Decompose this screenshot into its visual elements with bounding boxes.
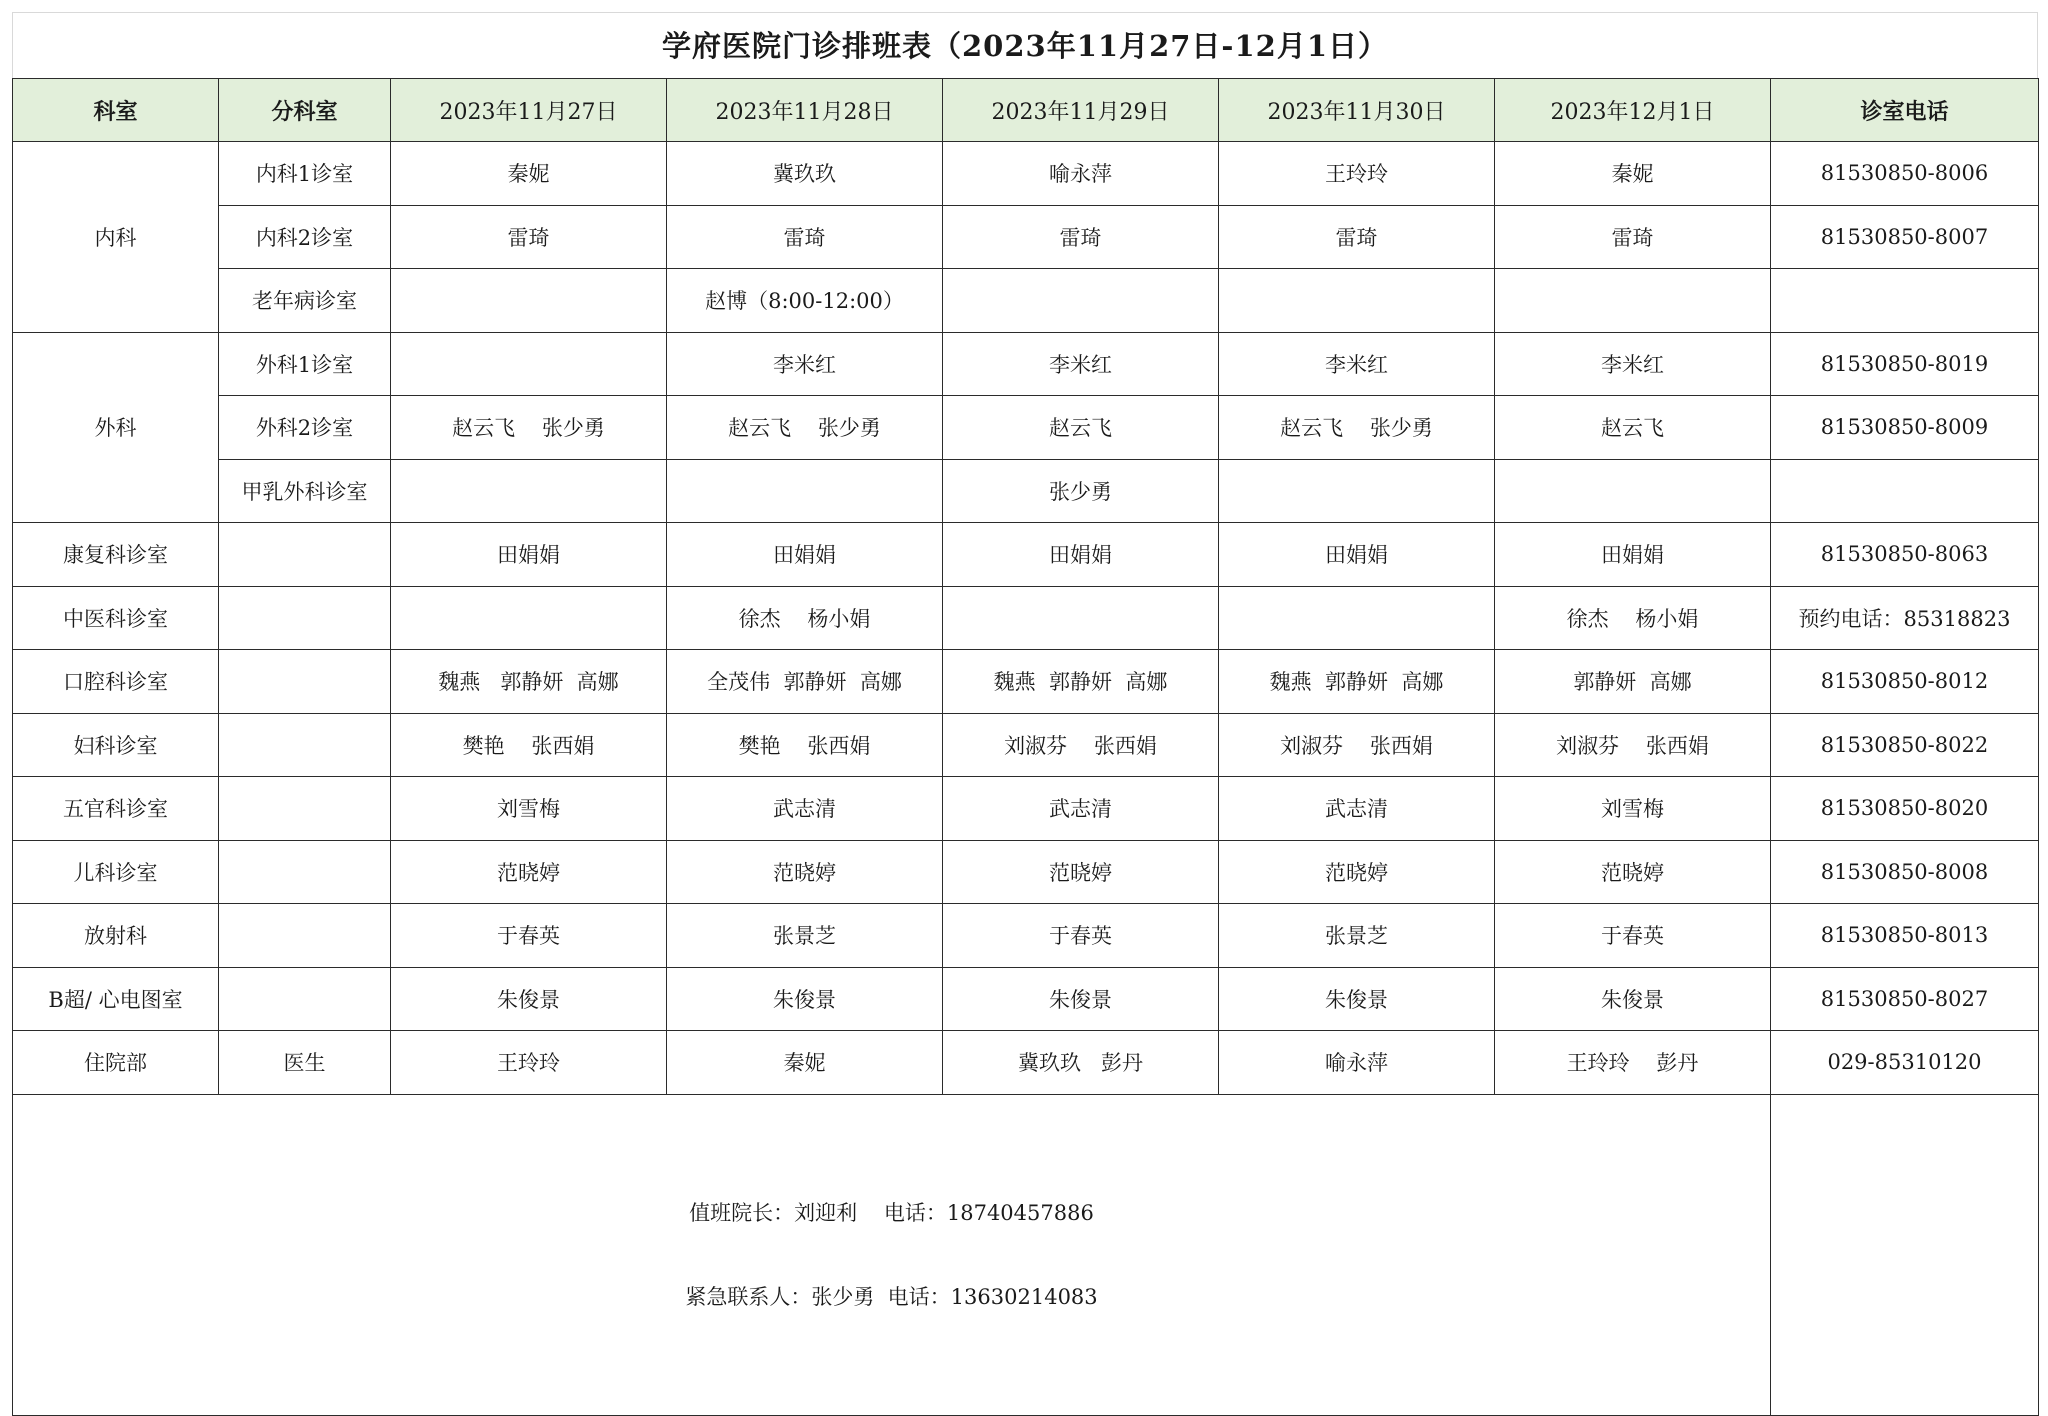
sub-dept-cell [219, 523, 391, 587]
schedule-cell: 刘淑芬 张西娟 [943, 713, 1219, 777]
phone-cell [1771, 269, 2039, 333]
sub-dept-cell: 甲乳外科诊室 [219, 459, 391, 523]
schedule-cell: 田娟娟 [391, 523, 667, 587]
schedule-cell [667, 459, 943, 523]
schedule-cell: 秦妮 [667, 1031, 943, 1095]
schedule-cell: 张少勇 [943, 459, 1219, 523]
table-row [13, 713, 2039, 777]
schedule-cell: 秦妮 [1495, 142, 1771, 206]
phone-cell: 81530850-8019 [1771, 332, 2039, 396]
schedule-cell: 刘淑芬 张西娟 [1219, 713, 1495, 777]
header-date-1: 2023年11月27日 [391, 79, 667, 142]
schedule-cell: 王玲玲 [1219, 142, 1495, 206]
schedule-cell: 喻永萍 [1219, 1031, 1495, 1095]
table-row [13, 904, 2039, 968]
schedule-cell: 李米红 [943, 332, 1219, 396]
schedule-cell: 魏燕 郭静妍 高娜 [391, 650, 667, 714]
duty-director-line: 值班院长：刘迎利 电话：18740457886 [689, 1200, 1094, 1225]
schedule-cell: 樊艳 张西娟 [391, 713, 667, 777]
sub-dept-cell [219, 840, 391, 904]
schedule-cell: 范晓婷 [667, 840, 943, 904]
schedule-cell: 全茂伟 郭静妍 高娜 [667, 650, 943, 714]
table-row [13, 459, 2039, 523]
schedule-cell: 李米红 [1495, 332, 1771, 396]
schedule-cell: 刘淑芬 张西娟 [1495, 713, 1771, 777]
schedule-cell: 冀玖玖 [667, 142, 943, 206]
schedule-cell: 魏燕 郭静妍 高娜 [943, 650, 1219, 714]
schedule-cell [1219, 269, 1495, 333]
table-row [13, 332, 2039, 396]
dept-cell: B超/ 心电图室 [13, 967, 219, 1031]
header-date-2: 2023年11月28日 [667, 79, 943, 142]
footer-empty-cell [1771, 1094, 2039, 1415]
schedule-cell: 朱俊景 [1495, 967, 1771, 1031]
schedule-cell: 赵云飞 张少勇 [667, 396, 943, 460]
header-row [13, 79, 2039, 142]
table-row [13, 967, 2039, 1031]
dept-cell: 口腔科诊室 [13, 650, 219, 714]
dept-cell-internal: 内科 [13, 142, 219, 333]
table-row [13, 1031, 2039, 1095]
phone-cell: 81530850-8009 [1771, 396, 2039, 460]
sub-dept-cell [219, 967, 391, 1031]
schedule-cell [943, 269, 1219, 333]
schedule-cell: 田娟娟 [1219, 523, 1495, 587]
header-date-3: 2023年11月29日 [943, 79, 1219, 142]
schedule-cell: 于春英 [391, 904, 667, 968]
dept-cell: 五官科诊室 [13, 777, 219, 841]
schedule-cell: 范晓婷 [943, 840, 1219, 904]
schedule-cell: 赵云飞 张少勇 [391, 396, 667, 460]
schedule-cell: 田娟娟 [667, 523, 943, 587]
schedule-cell: 秦妮 [391, 142, 667, 206]
table-row [13, 269, 2039, 333]
schedule-table [12, 78, 2039, 1416]
schedule-cell [1495, 459, 1771, 523]
schedule-sheet [12, 12, 2038, 1416]
sub-dept-cell: 内科2诊室 [219, 205, 391, 269]
schedule-cell [391, 586, 667, 650]
schedule-cell: 李米红 [1219, 332, 1495, 396]
schedule-cell: 雷琦 [943, 205, 1219, 269]
schedule-cell: 范晓婷 [1219, 840, 1495, 904]
sub-dept-cell: 老年病诊室 [219, 269, 391, 333]
schedule-cell: 雷琦 [667, 205, 943, 269]
dept-cell-surgery: 外科 [13, 332, 219, 523]
dept-cell: 康复科诊室 [13, 523, 219, 587]
table-row [13, 777, 2039, 841]
sub-dept-cell [219, 586, 391, 650]
sub-dept-cell: 内科1诊室 [219, 142, 391, 206]
header-phone: 诊室电话 [1771, 79, 2039, 142]
schedule-cell: 武志清 [1219, 777, 1495, 841]
phone-cell: 81530850-8008 [1771, 840, 2039, 904]
sub-dept-cell [219, 777, 391, 841]
sub-dept-cell: 外科1诊室 [219, 332, 391, 396]
phone-cell: 81530850-8007 [1771, 205, 2039, 269]
phone-cell: 81530850-8013 [1771, 904, 2039, 968]
dept-cell: 住院部 [13, 1031, 219, 1095]
table-row [13, 586, 2039, 650]
sub-dept-cell [219, 650, 391, 714]
phone-cell: 81530850-8012 [1771, 650, 2039, 714]
schedule-cell: 朱俊景 [943, 967, 1219, 1031]
schedule-cell: 徐杰 杨小娟 [667, 586, 943, 650]
schedule-cell: 郭静妍 高娜 [1495, 650, 1771, 714]
sub-dept-cell: 医生 [219, 1031, 391, 1095]
schedule-cell [391, 459, 667, 523]
schedule-cell: 王玲玲 [391, 1031, 667, 1095]
schedule-cell: 雷琦 [1219, 205, 1495, 269]
header-date-4: 2023年11月30日 [1219, 79, 1495, 142]
schedule-cell: 朱俊景 [391, 967, 667, 1031]
duty-contact-cell [13, 1094, 1771, 1415]
footer-row [13, 1094, 2039, 1415]
schedule-cell: 王玲玲 彭丹 [1495, 1031, 1771, 1095]
phone-cell: 81530850-8020 [1771, 777, 2039, 841]
schedule-cell [391, 332, 667, 396]
schedule-cell: 刘雪梅 [391, 777, 667, 841]
schedule-cell: 田娟娟 [943, 523, 1219, 587]
schedule-cell: 魏燕 郭静妍 高娜 [1219, 650, 1495, 714]
schedule-cell: 冀玖玖 彭丹 [943, 1031, 1219, 1095]
schedule-cell [943, 586, 1219, 650]
schedule-cell [391, 269, 667, 333]
schedule-cell: 李米红 [667, 332, 943, 396]
dept-cell: 中医科诊室 [13, 586, 219, 650]
dept-cell: 放射科 [13, 904, 219, 968]
header-sub-department: 分科室 [219, 79, 391, 142]
sub-dept-cell [219, 904, 391, 968]
table-row [13, 840, 2039, 904]
phone-cell: 预约电话：85318823 [1771, 586, 2039, 650]
dept-cell: 妇科诊室 [13, 713, 219, 777]
table-row [13, 396, 2039, 460]
schedule-cell: 赵云飞 张少勇 [1219, 396, 1495, 460]
schedule-cell [1219, 459, 1495, 523]
schedule-cell: 于春英 [943, 904, 1219, 968]
schedule-cell: 徐杰 杨小娟 [1495, 586, 1771, 650]
table-row [13, 205, 2039, 269]
phone-cell [1771, 459, 2039, 523]
schedule-cell: 田娟娟 [1495, 523, 1771, 587]
schedule-cell: 刘雪梅 [1495, 777, 1771, 841]
dept-cell: 儿科诊室 [13, 840, 219, 904]
phone-cell: 81530850-8006 [1771, 142, 2039, 206]
schedule-cell: 朱俊景 [1219, 967, 1495, 1031]
table-row [13, 650, 2039, 714]
schedule-cell: 张景芝 [667, 904, 943, 968]
table-row [13, 523, 2039, 587]
schedule-cell [1495, 269, 1771, 333]
phone-cell: 81530850-8063 [1771, 523, 2039, 587]
sub-dept-cell: 外科2诊室 [219, 396, 391, 460]
emergency-contact-line: 紧急联系人：张少勇 电话：13630214083 [685, 1284, 1098, 1309]
schedule-cell: 雷琦 [1495, 205, 1771, 269]
phone-cell: 81530850-8022 [1771, 713, 2039, 777]
schedule-cell: 樊艳 张西娟 [667, 713, 943, 777]
schedule-cell: 于春英 [1495, 904, 1771, 968]
header-department: 科室 [13, 79, 219, 142]
page-title: 学府医院门诊排班表（2023年11月27日-12月1日） [12, 12, 2038, 78]
sub-dept-cell [219, 713, 391, 777]
schedule-cell: 朱俊景 [667, 967, 943, 1031]
schedule-cell: 范晓婷 [391, 840, 667, 904]
phone-cell: 029-85310120 [1771, 1031, 2039, 1095]
schedule-cell: 赵云飞 [1495, 396, 1771, 460]
phone-cell: 81530850-8027 [1771, 967, 2039, 1031]
table-row [13, 142, 2039, 206]
schedule-cell: 雷琦 [391, 205, 667, 269]
header-date-5: 2023年12月1日 [1495, 79, 1771, 142]
schedule-cell: 赵云飞 [943, 396, 1219, 460]
schedule-cell: 喻永萍 [943, 142, 1219, 206]
schedule-cell: 武志清 [943, 777, 1219, 841]
schedule-cell: 张景芝 [1219, 904, 1495, 968]
schedule-cell: 武志清 [667, 777, 943, 841]
schedule-cell: 范晓婷 [1495, 840, 1771, 904]
schedule-cell: 赵博（8:00-12:00） [667, 269, 943, 333]
schedule-cell [1219, 586, 1495, 650]
